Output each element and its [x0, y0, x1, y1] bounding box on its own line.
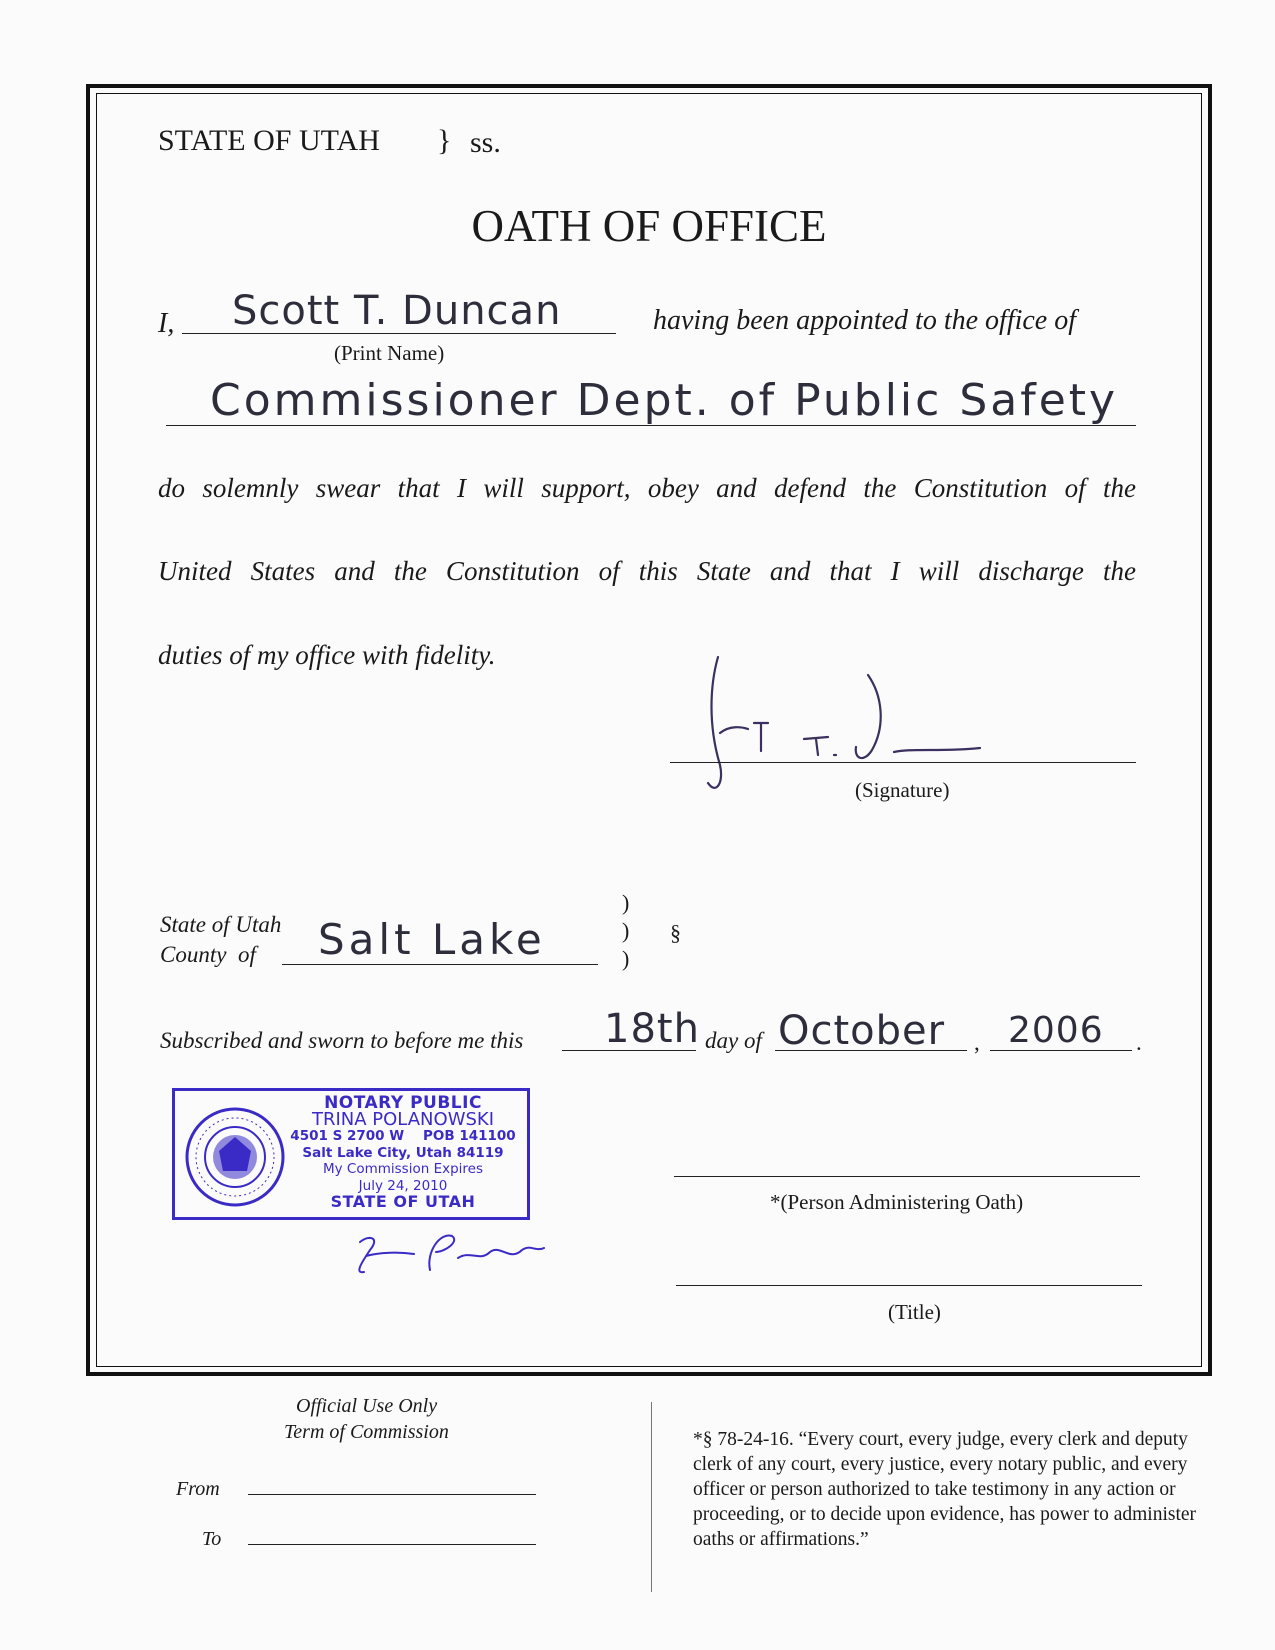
title-caption: (Title) [888, 1300, 941, 1324]
paren-1: ) [622, 890, 630, 915]
signature-line [670, 762, 1136, 763]
stamp-line-5: My Commission Expires [322, 1161, 484, 1177]
appointed-text: having been appointed to the office of [653, 305, 1077, 336]
paren-2: ) [622, 918, 630, 943]
state-seal-icon [183, 1101, 287, 1213]
from-line [248, 1494, 536, 1495]
office-field[interactable]: Commissioner Dept. of Public Safety [210, 375, 1119, 426]
brace: } [437, 124, 452, 157]
state-heading: STATE OF UTAH [158, 124, 380, 157]
i-label: I, [158, 308, 175, 339]
sworn-prefix: Subscribed and sworn to before me this [160, 1028, 524, 1053]
stamp-line-4: Salt Lake City, Utah 84119 [302, 1144, 504, 1161]
name-field[interactable]: Scott T. Duncan [232, 288, 562, 334]
signature-caption: (Signature) [855, 778, 950, 802]
to-line [248, 1544, 536, 1545]
period: . [1136, 1030, 1142, 1055]
signature-mark [650, 655, 1030, 800]
to-label: To [202, 1528, 222, 1550]
stamp-line-7: STATE OF UTAH [330, 1192, 476, 1211]
oath-line-2: United States and the Constitution of this State and that I will discharge the [158, 556, 1136, 586]
from-label: From [176, 1478, 220, 1500]
notary-signature-mark [340, 1222, 570, 1292]
title-line [676, 1285, 1142, 1286]
administering-line [674, 1176, 1140, 1177]
print-name-caption: (Print Name) [334, 341, 445, 365]
oath-line-1: do solemnly swear that I will support, obey and defend the Constitution of the [158, 473, 1136, 503]
county-field[interactable]: Salt Lake [318, 915, 546, 964]
term-heading: Term of Commission [284, 1421, 449, 1443]
stamp-line-2: TRINA POLANOWSKI [311, 1108, 495, 1130]
state-label: State of Utah [160, 912, 282, 937]
paren-3: ) [622, 946, 630, 971]
ss-label: ss. [470, 126, 501, 159]
stamp-line-3: 4501 S 2700 W POB 141100 [290, 1128, 516, 1144]
day-field[interactable]: 18th [604, 1006, 700, 1052]
county-line [282, 964, 598, 965]
month-field[interactable]: October [778, 1008, 946, 1054]
day-of-label: day of [705, 1028, 762, 1053]
county-label: County of [160, 942, 256, 967]
official-use-heading: Official Use Only [296, 1395, 438, 1417]
stamp-line-6: July 24, 2010 [358, 1177, 448, 1194]
section-symbol: § [670, 920, 681, 945]
page-title: OATH OF OFFICE [471, 201, 827, 251]
footnote: *§ 78-24-16. “Every court, every judge, every clerk and deputy clerk of any court, every justice, every notary public, and every officer or person authorized to take testimony in any action or proceeding, or to decide upon evidence, has power to administer oaths or affirmations.” [693, 1429, 1197, 1550]
administering-caption: *(Person Administering Oath) [770, 1190, 1024, 1214]
vertical-divider [651, 1402, 652, 1592]
notary-stamp [172, 1088, 530, 1220]
year-field[interactable]: 2006 [1008, 1010, 1104, 1051]
stamp-line-1: NOTARY PUBLIC [324, 1093, 482, 1113]
comma: , [974, 1030, 980, 1055]
oath-line-3: duties of my office with fidelity. [158, 640, 496, 670]
